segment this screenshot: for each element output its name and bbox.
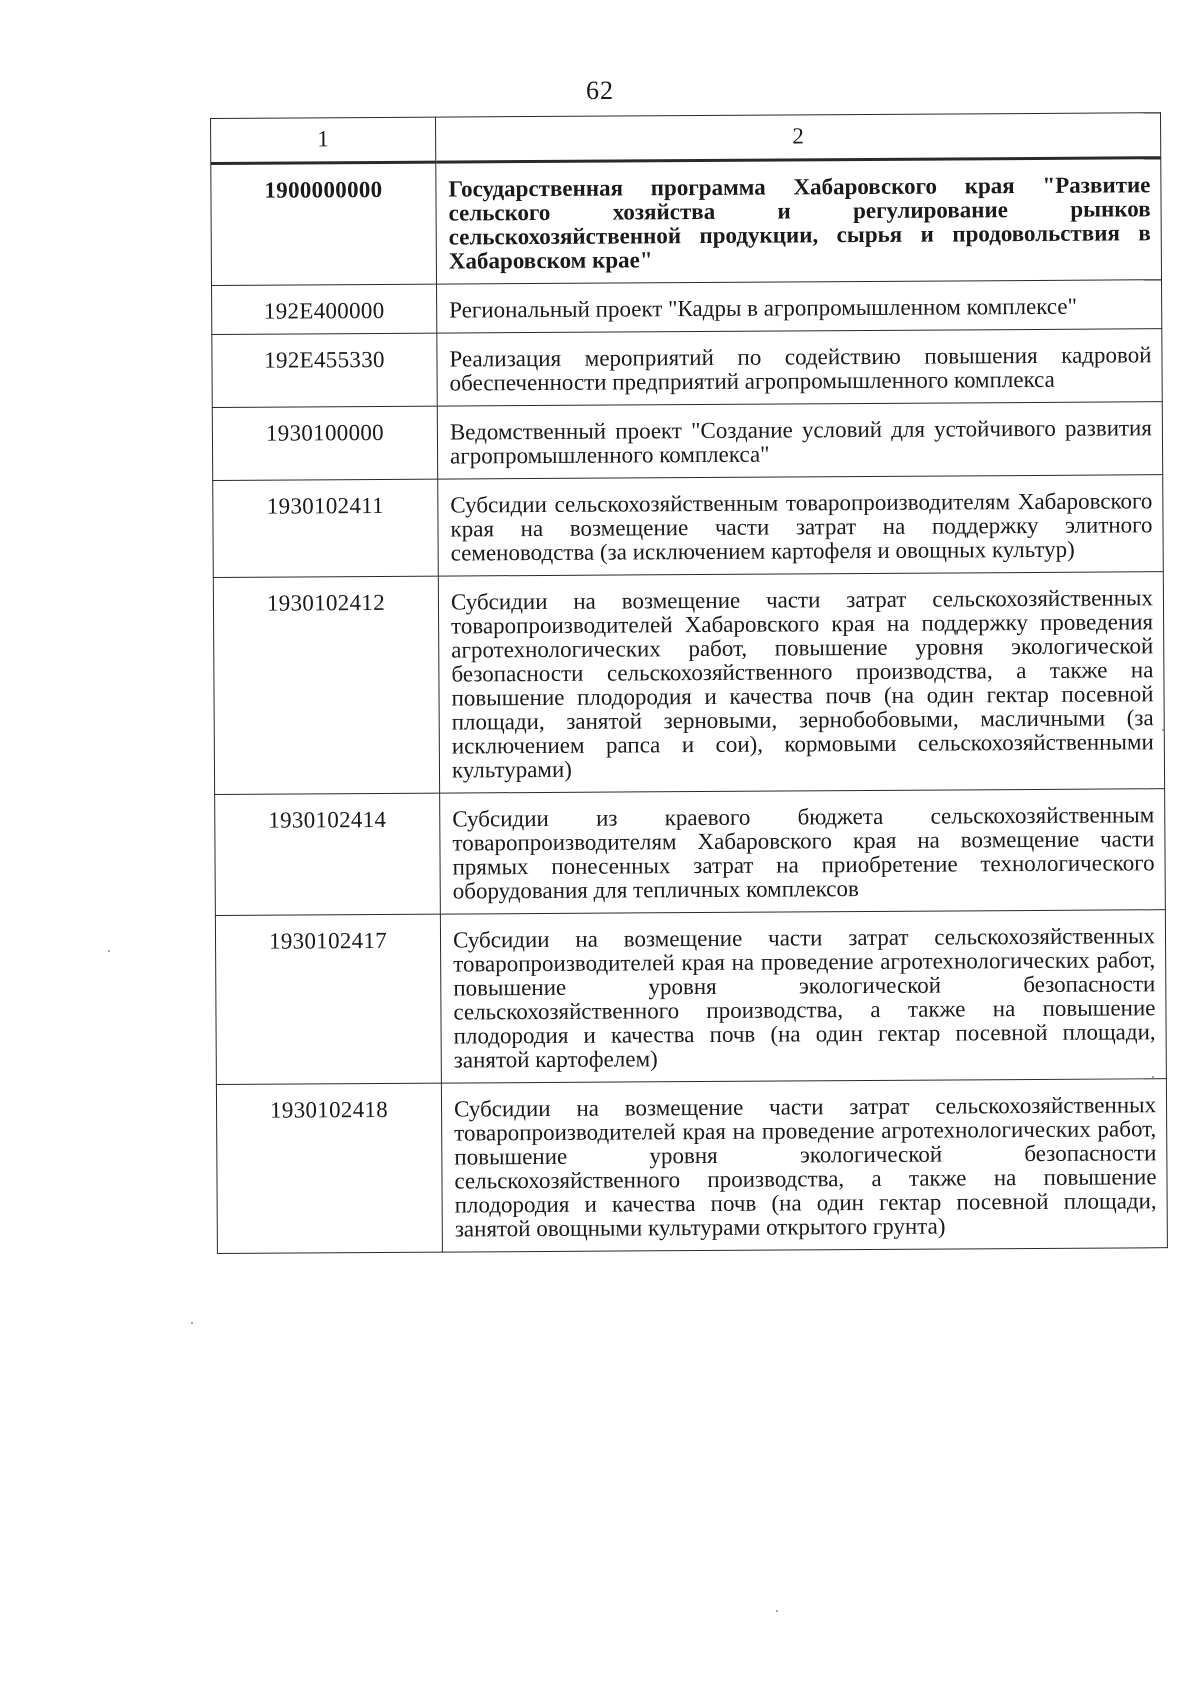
row-code: 1930102412 [213,576,439,794]
scan-speck [1152,1076,1154,1078]
scan-speck [191,1322,193,1324]
page-number: 62 [586,76,614,105]
row-name: Ведомственный проект "Создание условий для устойчивого развития агропромышленного комплекса" [437,402,1162,479]
row-name: Государственная программа Хабаровского края "Развитие сельского хозяйства и регулирование рынков сельскохозяйственной продукции, сырья и продовольствия в Хабаровском крае" [436,158,1162,284]
row-name: Субсидии из краевого бюджета сельскохозяйственным товаропроизводителям Хабаровского края на возмещение части прямых понесенных затрат на приобретение технологического оборудования для тепличных комплексов [440,789,1166,914]
row-code: 1930102418 [216,1083,442,1253]
row-code: 1930102411 [213,479,439,577]
scan-speck [776,1610,778,1612]
row-name: Реализация мероприятий по содействию повышения кадровой обеспеченности предприятий агропромышленного комплекса [437,329,1162,406]
table-row [212,402,1162,481]
row-name: Субсидии сельскохозяйственным товаропроизводителям Хабаровского края на возмещение части затрат на поддержку элитного семеноводства (за исключением картофеля и овощных культур) [438,475,1164,576]
table-header-row [211,113,1161,164]
table-row [211,158,1162,286]
table-row [215,910,1166,1085]
table-row [212,329,1162,408]
row-name: Региональный проект "Кадры в агропромышленном комплексе" [437,280,1162,333]
table-row [215,789,1166,916]
column-header-code: 1 [211,117,436,163]
table-row [216,1079,1167,1254]
scan-speck [108,950,110,952]
row-code: 192Е400000 [212,284,437,334]
row-code: 1900000000 [211,162,437,285]
row-name: Субсидии на возмещение части затрат сельскохозяйственных товаропроизводителей Хабаровского края на поддержку проведения агротехнологических работ, повышение уровня экологической безопасности сельскохозяйственного производства, а также на повышение плодородия и качества почв (на один гектар посевной площади, занятой зерновыми, зернобобовыми, масличными (за исключением рапса и сои), кормовыми сельскохозяйственными культурами) [438,572,1164,793]
row-code: 1930102417 [215,914,441,1084]
column-header-name: 2 [435,113,1160,162]
row-code: 192Е455330 [212,333,437,407]
table-row [212,280,1162,335]
row-name: Субсидии на возмещение части затрат сельскохозяйственных товаропроизводителей края на проведение агротехнологических работ, повышение уровня экологической безопасности сельскохозяйственного производства, а также на повышение плодородия и качества почв (на один гектар посевной площади, занятой картофелем) [440,910,1166,1083]
row-name: Субсидии на возмещение части затрат сельскохозяйственных товаропроизводителей края на проведение агротехнологических работ, повышение уровня экологической безопасности сельскохозяйственного производства, а также на повышение плодородия и качества почв (на один гектар посевной площади, занятой овощными культурами открытого грунта) [441,1079,1167,1252]
table-row [213,475,1164,578]
row-code: 1930102414 [215,793,441,915]
table-row [213,572,1164,795]
row-code: 1930100000 [212,406,437,480]
budget-classification-table [210,112,1168,1254]
scan-speck [1162,729,1164,731]
